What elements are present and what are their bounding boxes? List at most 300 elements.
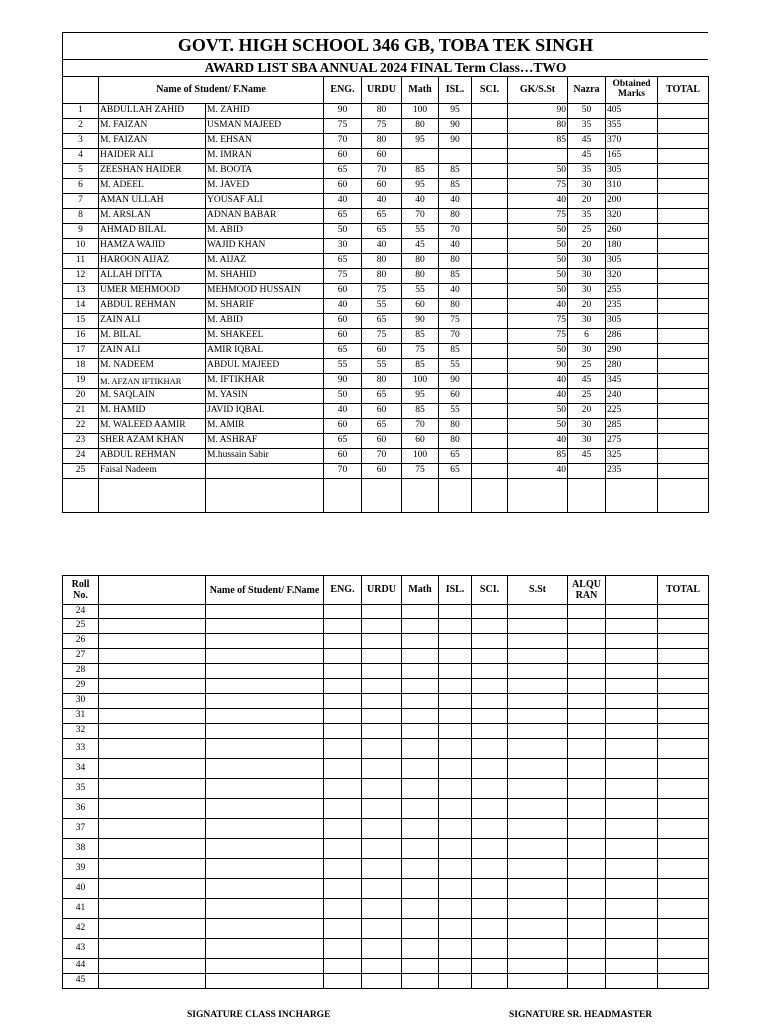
cell-blank [658, 939, 709, 959]
cell-blank [472, 679, 508, 694]
cell-no: 17 [63, 344, 99, 359]
cell-obt: 320 [606, 269, 658, 284]
cell-blank [362, 649, 402, 664]
cell-blank [439, 694, 472, 709]
cell-blank [324, 649, 362, 664]
table-row [63, 224, 709, 239]
cell-blank [658, 799, 709, 819]
cell-roll-no: 39 [63, 859, 99, 879]
cell-urdu: 60 [362, 179, 402, 194]
cell-blank [324, 619, 362, 634]
cell-blank [402, 694, 439, 709]
cell-blank [324, 879, 362, 899]
cell-obt: 355 [606, 119, 658, 134]
cell-isl: 80 [439, 299, 472, 314]
header-eng: ENG. [324, 576, 362, 605]
cell-gk: 85 [508, 134, 568, 149]
table-row [63, 434, 709, 449]
cell-roll-no: 31 [63, 709, 99, 724]
cell-blank [508, 479, 568, 513]
cell-blank [508, 724, 568, 739]
cell-blank [206, 479, 324, 513]
cell-gk [508, 149, 568, 164]
cell-eng: 30 [324, 239, 362, 254]
cell-sci [472, 269, 508, 284]
cell-isl: 80 [439, 254, 472, 269]
cell-father: M.hussain Sabir [206, 449, 324, 464]
cell-blank [439, 619, 472, 634]
table-row [63, 839, 709, 859]
cell-sci [472, 344, 508, 359]
table-row [63, 359, 709, 374]
table-row [63, 959, 709, 974]
cell-nazra: 30 [568, 434, 606, 449]
cell-father: M. IMRAN [206, 149, 324, 164]
cell-blank [99, 739, 206, 759]
cell-blank [206, 709, 324, 724]
table-row [63, 194, 709, 209]
cell-isl: 85 [439, 344, 472, 359]
cell-no: 6 [63, 179, 99, 194]
table-row [63, 104, 709, 119]
cell-sci [472, 164, 508, 179]
cell-total [658, 449, 709, 464]
cell-sci [472, 434, 508, 449]
cell-blank [206, 974, 324, 989]
cell-sci [472, 284, 508, 299]
cell-blank [402, 605, 439, 619]
cell-nazra: 25 [568, 389, 606, 404]
table-row [63, 779, 709, 799]
cell-total [658, 464, 709, 479]
cell-name: M. AFZAN IFTIKHAR [99, 374, 206, 389]
cell-total [658, 374, 709, 389]
cell-isl: 55 [439, 404, 472, 419]
cell-isl [439, 149, 472, 164]
cell-blank [206, 959, 324, 974]
cell-blank [606, 879, 658, 899]
cell-blank [99, 619, 206, 634]
cell-roll-no: 42 [63, 919, 99, 939]
cell-gk: 75 [508, 209, 568, 224]
cell-obt: 260 [606, 224, 658, 239]
cell-urdu: 60 [362, 404, 402, 419]
cell-eng: 60 [324, 449, 362, 464]
cell-blank [568, 649, 606, 664]
header-blank [606, 576, 658, 605]
cell-blank [362, 679, 402, 694]
cell-father: M. BOOTA [206, 164, 324, 179]
cell-blank [658, 694, 709, 709]
cell-blank [658, 605, 709, 619]
cell-father: M. IFTIKHAR [206, 374, 324, 389]
cell-total [658, 119, 709, 134]
cell-math: 95 [402, 134, 439, 149]
header-math: Math [402, 77, 439, 104]
cell-name: ZAIN ALI [99, 344, 206, 359]
cell-name: Faisal Nadeem [99, 464, 206, 479]
cell-blank [99, 664, 206, 679]
cell-name: ALLAH DITTA [99, 269, 206, 284]
cell-blank [658, 679, 709, 694]
table-row [63, 299, 709, 314]
cell-nazra: 20 [568, 194, 606, 209]
header-total: TOTAL [658, 576, 709, 605]
cell-blank [439, 819, 472, 839]
cell-blank [206, 799, 324, 819]
cell-blank [472, 739, 508, 759]
cell-nazra: 6 [568, 329, 606, 344]
cell-blank [568, 939, 606, 959]
cell-obt: 235 [606, 464, 658, 479]
cell-blank [324, 739, 362, 759]
cell-nazra: 45 [568, 449, 606, 464]
cell-blank [568, 694, 606, 709]
cell-blank [568, 619, 606, 634]
cell-no: 5 [63, 164, 99, 179]
cell-nazra: 25 [568, 224, 606, 239]
cell-eng: 90 [324, 374, 362, 389]
cell-blank [206, 759, 324, 779]
cell-sci [472, 449, 508, 464]
cell-obt: 240 [606, 389, 658, 404]
cell-gk: 40 [508, 299, 568, 314]
cell-blank [508, 939, 568, 959]
header-sst: S.St [508, 576, 568, 605]
cell-blank [362, 879, 402, 899]
cell-blank [99, 839, 206, 859]
cell-name: AHMAD BILAL [99, 224, 206, 239]
award-title: AWARD LIST SBA ANNUAL 2024 FINAL Term Class…TWO [204, 60, 567, 75]
cell-blank [568, 724, 606, 739]
cell-gk: 50 [508, 239, 568, 254]
cell-gk: 90 [508, 359, 568, 374]
cell-father: MEHMOOD HUSSAIN [206, 284, 324, 299]
cell-math: 95 [402, 389, 439, 404]
cell-blank [402, 709, 439, 724]
cell-blank [99, 799, 206, 819]
cell-name: M. ADEEL [99, 179, 206, 194]
cell-blank [362, 779, 402, 799]
cell-gk: 50 [508, 164, 568, 179]
cell-isl: 40 [439, 284, 472, 299]
cell-sci [472, 359, 508, 374]
cell-blank [362, 959, 402, 974]
table-row [63, 149, 709, 164]
cell-blank [658, 879, 709, 899]
cell-obt: 290 [606, 344, 658, 359]
cell-father: WAJID KHAN [206, 239, 324, 254]
cell-blank [606, 919, 658, 939]
cell-obt: 235 [606, 299, 658, 314]
cell-father: JAVID IQBAL [206, 404, 324, 419]
cell-math: 100 [402, 449, 439, 464]
table-row [63, 939, 709, 959]
cell-sci [472, 464, 508, 479]
cell-eng: 70 [324, 134, 362, 149]
cell-isl: 90 [439, 119, 472, 134]
table-row [63, 134, 709, 149]
cell-nazra: 30 [568, 254, 606, 269]
cell-no: 25 [63, 464, 99, 479]
cell-name: SHER AZAM KHAN [99, 434, 206, 449]
cell-obt: 370 [606, 134, 658, 149]
cell-blank [606, 694, 658, 709]
cell-name: ABDULLAH ZAHID [99, 104, 206, 119]
cell-name: ZAIN ALI [99, 314, 206, 329]
cell-obt: 200 [606, 194, 658, 209]
cell-blank [206, 694, 324, 709]
cell-blank [472, 619, 508, 634]
cell-total [658, 314, 709, 329]
table-row [63, 329, 709, 344]
cell-father: M. ASHRAF [206, 434, 324, 449]
cell-blank [508, 974, 568, 989]
cell-gk: 85 [508, 449, 568, 464]
cell-math: 85 [402, 404, 439, 419]
cell-isl: 55 [439, 359, 472, 374]
cell-blank [402, 649, 439, 664]
blank-row [63, 479, 709, 513]
cell-blank [99, 634, 206, 649]
cell-blank [402, 919, 439, 939]
cell-blank [402, 724, 439, 739]
cell-total [658, 299, 709, 314]
cell-blank [402, 664, 439, 679]
cell-blank [606, 724, 658, 739]
cell-blank [402, 779, 439, 799]
cell-blank [99, 819, 206, 839]
cell-father: ABDUL MAJEED [206, 359, 324, 374]
cell-isl: 65 [439, 464, 472, 479]
cell-obt: 310 [606, 179, 658, 194]
cell-blank [439, 679, 472, 694]
cell-total [658, 359, 709, 374]
cell-total [658, 209, 709, 224]
cell-math: 45 [402, 239, 439, 254]
cell-eng: 60 [324, 284, 362, 299]
cell-blank [402, 879, 439, 899]
cell-father: USMAN MAJEED [206, 119, 324, 134]
cell-blank [206, 859, 324, 879]
cell-blank [508, 634, 568, 649]
table-row [63, 899, 709, 919]
cell-isl: 40 [439, 194, 472, 209]
cell-total [658, 389, 709, 404]
cell-sci [472, 314, 508, 329]
cell-isl: 80 [439, 419, 472, 434]
cell-blank [324, 859, 362, 879]
cell-obt: 285 [606, 419, 658, 434]
cell-blank [324, 679, 362, 694]
cell-blank [439, 899, 472, 919]
cell-nazra: 30 [568, 344, 606, 359]
cell-blank [362, 605, 402, 619]
cell-nazra: 20 [568, 299, 606, 314]
cell-blank [606, 759, 658, 779]
cell-blank [402, 619, 439, 634]
cell-blank [324, 959, 362, 974]
table-row [63, 859, 709, 879]
cell-urdu: 75 [362, 119, 402, 134]
cell-math: 95 [402, 179, 439, 194]
cell-roll-no: 35 [63, 779, 99, 799]
cell-blank [472, 759, 508, 779]
cell-total [658, 284, 709, 299]
cell-gk: 40 [508, 374, 568, 389]
cell-no: 10 [63, 239, 99, 254]
cell-blank [324, 974, 362, 989]
header-urdu: URDU [362, 576, 402, 605]
table-row [63, 634, 709, 649]
cell-blank [402, 974, 439, 989]
cell-no: 14 [63, 299, 99, 314]
cell-name: M. ARSLAN [99, 209, 206, 224]
cell-blank [508, 799, 568, 819]
cell-father: M. YASIN [206, 389, 324, 404]
cell-no: 24 [63, 449, 99, 464]
cell-sci [472, 149, 508, 164]
cell-obt: 280 [606, 359, 658, 374]
header-obtained-marks: Obtained Marks [606, 77, 658, 104]
cell-eng: 40 [324, 299, 362, 314]
cell-blank [99, 899, 206, 919]
cell-eng: 65 [324, 434, 362, 449]
cell-sci [472, 119, 508, 134]
cell-roll-no: 25 [63, 619, 99, 634]
cell-father: M. SHAHID [206, 269, 324, 284]
cell-roll-no: 30 [63, 694, 99, 709]
cell-eng: 65 [324, 254, 362, 269]
cell-nazra: 35 [568, 209, 606, 224]
cell-blank [472, 879, 508, 899]
cell-sci [472, 419, 508, 434]
cell-nazra: 25 [568, 359, 606, 374]
cell-blank [99, 724, 206, 739]
cell-blank [606, 799, 658, 819]
cell-father: AMIR IQBAL [206, 344, 324, 359]
header-alquran: ALQU RAN [568, 576, 606, 605]
cell-blank [658, 739, 709, 759]
table-row [63, 759, 709, 779]
cell-blank [472, 664, 508, 679]
cell-isl: 65 [439, 449, 472, 464]
cell-blank [324, 779, 362, 799]
cell-blank [206, 839, 324, 859]
cell-math: 60 [402, 299, 439, 314]
header-eng: ENG. [324, 77, 362, 104]
cell-no: 19 [63, 374, 99, 389]
cell-nazra: 30 [568, 284, 606, 299]
cell-math: 85 [402, 359, 439, 374]
cell-blank [568, 959, 606, 974]
cell-blank [324, 634, 362, 649]
cell-blank [439, 664, 472, 679]
table-row [63, 179, 709, 194]
table-row [63, 709, 709, 724]
cell-name: M. BILAL [99, 329, 206, 344]
cell-blank [63, 479, 99, 513]
cell-blank [568, 799, 606, 819]
cell-blank [606, 779, 658, 799]
cell-isl: 80 [439, 434, 472, 449]
cell-father: M. ZAHID [206, 104, 324, 119]
cell-blank [324, 605, 362, 619]
cell-blank [568, 605, 606, 619]
cell-blank [99, 759, 206, 779]
cell-blank [658, 919, 709, 939]
cell-name: ZEESHAN HAIDER [99, 164, 206, 179]
cell-isl: 85 [439, 179, 472, 194]
cell-eng: 55 [324, 359, 362, 374]
cell-blank [472, 839, 508, 859]
cell-obt: 405 [606, 104, 658, 119]
cell-blank [439, 649, 472, 664]
cell-isl: 90 [439, 374, 472, 389]
cell-sci [472, 194, 508, 209]
cell-eng: 65 [324, 209, 362, 224]
header-sci: SCI. [472, 77, 508, 104]
cell-no: 16 [63, 329, 99, 344]
cell-roll-no: 34 [63, 759, 99, 779]
cell-blank [99, 859, 206, 879]
cell-urdu: 80 [362, 104, 402, 119]
cell-no: 15 [63, 314, 99, 329]
cell-blank [402, 679, 439, 694]
cell-blank [362, 939, 402, 959]
cell-blank [439, 634, 472, 649]
cell-obt: 255 [606, 284, 658, 299]
cell-blank [472, 779, 508, 799]
table-row [63, 119, 709, 134]
cell-total [658, 194, 709, 209]
cell-gk: 50 [508, 419, 568, 434]
cell-obt: 286 [606, 329, 658, 344]
cell-nazra: 20 [568, 239, 606, 254]
cell-father: M. EHSAN [206, 134, 324, 149]
table-row [63, 389, 709, 404]
cell-nazra: 30 [568, 419, 606, 434]
cell-no: 12 [63, 269, 99, 284]
cell-isl: 40 [439, 239, 472, 254]
cell-isl: 75 [439, 314, 472, 329]
cell-math: 80 [402, 119, 439, 134]
cell-nazra: 30 [568, 269, 606, 284]
table-row [63, 344, 709, 359]
cell-gk: 80 [508, 119, 568, 134]
cell-blank [658, 649, 709, 664]
table-row [63, 919, 709, 939]
cell-sci [472, 299, 508, 314]
cell-blank [439, 799, 472, 819]
table-row [63, 649, 709, 664]
cell-urdu: 60 [362, 434, 402, 449]
cell-math: 100 [402, 104, 439, 119]
cell-roll-no: 24 [63, 605, 99, 619]
cell-isl: 60 [439, 389, 472, 404]
cell-gk: 50 [508, 269, 568, 284]
cell-blank [439, 709, 472, 724]
cell-blank [362, 919, 402, 939]
table-row [63, 419, 709, 434]
header-roll-no: Roll No. [63, 576, 99, 605]
cell-blank [568, 974, 606, 989]
award-title-box [62, 60, 708, 76]
cell-no: 20 [63, 389, 99, 404]
cell-sci [472, 224, 508, 239]
cell-blank [658, 779, 709, 799]
cell-eng: 75 [324, 269, 362, 284]
